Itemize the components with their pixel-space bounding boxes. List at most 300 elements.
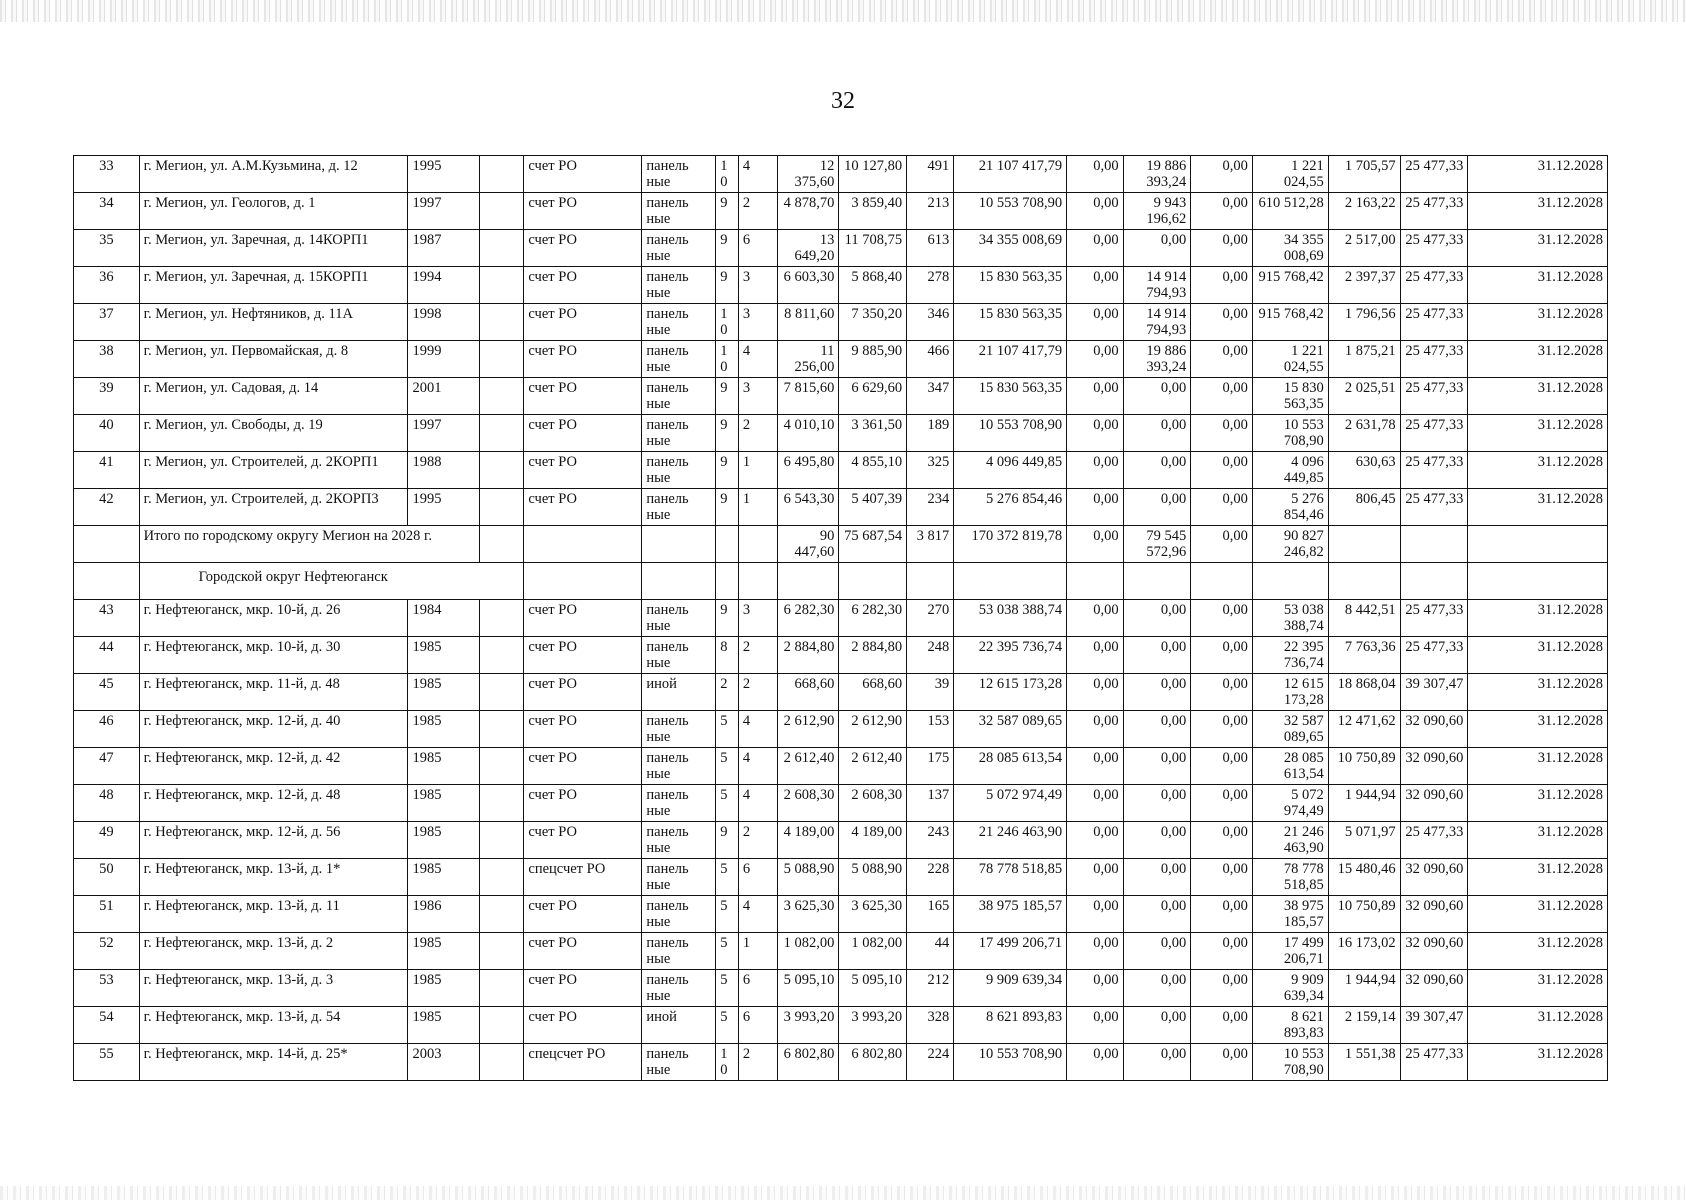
cell-cost-limit: 25 477,33 — [1400, 304, 1468, 341]
cell-address: г. Мегион, ул. Геологов, д. 1 — [139, 193, 408, 230]
cell-total-cost: 32 587 089,65 — [954, 711, 1067, 748]
cell-completion-date: 31.12.2028 — [1468, 933, 1608, 970]
cell-entrances: 4 — [738, 748, 777, 785]
cell-build-year: 1986 — [408, 896, 480, 933]
cell-account-type: счет РО — [524, 970, 642, 1007]
cell-build-year: 1999 — [408, 341, 480, 378]
cell-cost-per-m2: 1 796,56 — [1328, 304, 1400, 341]
cell-total-cost: 78 778 518,85 — [954, 859, 1067, 896]
cell-area-total: 4 189,00 — [777, 822, 839, 859]
section-empty-cell — [1067, 563, 1123, 600]
cell-empty — [480, 896, 524, 933]
cell-cost-fund-2: 53 038 388,74 — [1252, 600, 1328, 637]
cell-completion-date: 31.12.2028 — [1468, 378, 1608, 415]
cell-area-total: 2 608,30 — [777, 785, 839, 822]
cell-area-residential: 3 993,20 — [839, 1007, 907, 1044]
cell-cost-limit: 25 477,33 — [1400, 452, 1468, 489]
total-empty-cell — [738, 526, 777, 563]
cell-address: г. Нефтеюганск, мкр. 12-й, д. 56 — [139, 822, 408, 859]
cell-cost-fund-2: 78 778 518,85 — [1252, 859, 1328, 896]
cell-cost-fund: 0,00 — [1067, 1007, 1123, 1044]
cell-residents: 228 — [907, 859, 954, 896]
cell-completion-date: 31.12.2028 — [1468, 489, 1608, 526]
cell-cost-other: 0,00 — [1191, 230, 1253, 267]
cell-build-year: 1995 — [408, 489, 480, 526]
cell-total-cost: 9 909 639,34 — [954, 970, 1067, 1007]
table-row — [74, 156, 1608, 193]
cell-cost-per-m2: 630,63 — [1328, 452, 1400, 489]
cell-cost-fund-2: 28 085 613,54 — [1252, 748, 1328, 785]
total-empty-cell — [1328, 526, 1400, 563]
cell-build-year: 1985 — [408, 970, 480, 1007]
cell-completion-date: 31.12.2028 — [1468, 304, 1608, 341]
cell-row-number: 44 — [74, 637, 140, 674]
cell-cost-fund: 0,00 — [1067, 415, 1123, 452]
cell-cost-other: 0,00 — [1191, 600, 1253, 637]
cell-wall-material: панель ные — [642, 637, 716, 674]
cell-row-number: 37 — [74, 304, 140, 341]
cell-cost-limit: 32 090,60 — [1400, 785, 1468, 822]
cell-area-total: 6 495,80 — [777, 452, 839, 489]
cell-cost-owners: 0,00 — [1123, 970, 1191, 1007]
cell-cost-per-m2: 1 551,38 — [1328, 1044, 1400, 1081]
cell-wall-material: панель ные — [642, 859, 716, 896]
cell-area-residential: 5 095,10 — [839, 970, 907, 1007]
table-row — [74, 711, 1608, 748]
section-empty-cell — [716, 563, 739, 600]
cell-row-number: 55 — [74, 1044, 140, 1081]
total-area-res: 75 687,54 — [839, 526, 907, 563]
table-body-total — [74, 526, 1608, 600]
cell-cost-per-m2: 1 944,94 — [1328, 785, 1400, 822]
cell-cost-fund-2: 8 621 893,83 — [1252, 1007, 1328, 1044]
cell-empty — [480, 156, 524, 193]
cell-total-cost: 15 830 563,35 — [954, 304, 1067, 341]
cell-floors: 1 0 — [716, 304, 739, 341]
section-empty-cell — [907, 563, 954, 600]
cell-cost-fund: 0,00 — [1067, 711, 1123, 748]
cell-cost-limit: 25 477,33 — [1400, 415, 1468, 452]
cell-address: г. Мегион, ул. Заречная, д. 15КОРП1 — [139, 267, 408, 304]
cell-wall-material: панель ные — [642, 711, 716, 748]
section-empty-cell — [777, 563, 839, 600]
cell-account-type: счет РО — [524, 1007, 642, 1044]
cell-entrances: 2 — [738, 415, 777, 452]
page-number: 32 — [831, 88, 855, 114]
cell-empty — [480, 637, 524, 674]
cell-row-number: 39 — [74, 378, 140, 415]
cell-cost-fund-2: 1 221 024,55 — [1252, 156, 1328, 193]
cell-build-year: 1997 — [408, 415, 480, 452]
cell-cost-owners: 0,00 — [1123, 674, 1191, 711]
table-row — [74, 859, 1608, 896]
cell-cost-other: 0,00 — [1191, 748, 1253, 785]
cell-cost-per-m2: 2 159,14 — [1328, 1007, 1400, 1044]
cell-cost-fund: 0,00 — [1067, 748, 1123, 785]
cell-area-total: 5 095,10 — [777, 970, 839, 1007]
cell-entrances: 3 — [738, 304, 777, 341]
cell-empty — [480, 267, 524, 304]
cell-total-cost: 5 072 974,49 — [954, 785, 1067, 822]
cell-entrances: 4 — [738, 711, 777, 748]
cell-residents: 153 — [907, 711, 954, 748]
cell-total-cost: 22 395 736,74 — [954, 637, 1067, 674]
cell-residents: 347 — [907, 378, 954, 415]
cell-total-cost: 10 553 708,90 — [954, 193, 1067, 230]
cell-cost-per-m2: 1 944,94 — [1328, 970, 1400, 1007]
cell-row-number: 40 — [74, 415, 140, 452]
cell-wall-material: панель ные — [642, 896, 716, 933]
cell-cost-limit: 25 477,33 — [1400, 267, 1468, 304]
cell-account-type: счет РО — [524, 933, 642, 970]
cell-cost-owners: 0,00 — [1123, 415, 1191, 452]
cell-cost-fund: 0,00 — [1067, 1044, 1123, 1081]
section-title-cell — [139, 563, 524, 600]
cell-address: г. Мегион, ул. Садовая, д. 14 — [139, 378, 408, 415]
cell-wall-material: панель ные — [642, 156, 716, 193]
cell-completion-date: 31.12.2028 — [1468, 452, 1608, 489]
cell-cost-fund-2: 915 768,42 — [1252, 304, 1328, 341]
cell-completion-date: 31.12.2028 — [1468, 674, 1608, 711]
cell-cost-per-m2: 2 397,37 — [1328, 267, 1400, 304]
total-c-owners: 79 545 572,96 — [1123, 526, 1191, 563]
cell-area-residential: 5 868,40 — [839, 267, 907, 304]
cell-entrances: 4 — [738, 896, 777, 933]
cell-address: г. Нефтеюганск, мкр. 10-й, д. 30 — [139, 637, 408, 674]
cell-empty — [480, 489, 524, 526]
cell-wall-material: панель ные — [642, 304, 716, 341]
table-row — [74, 489, 1608, 526]
cell-area-total: 2 612,90 — [777, 711, 839, 748]
cell-floors: 5 — [716, 859, 739, 896]
cell-area-residential: 5 407,39 — [839, 489, 907, 526]
cell-floors: 9 — [716, 822, 739, 859]
cell-cost-per-m2: 2 517,00 — [1328, 230, 1400, 267]
cell-residents: 165 — [907, 896, 954, 933]
cell-cost-limit: 25 477,33 — [1400, 193, 1468, 230]
cell-wall-material: иной — [642, 674, 716, 711]
cell-cost-other: 0,00 — [1191, 637, 1253, 674]
cell-area-residential: 4 855,10 — [839, 452, 907, 489]
cell-cost-fund: 0,00 — [1067, 193, 1123, 230]
cell-floors: 5 — [716, 748, 739, 785]
cell-empty — [480, 859, 524, 896]
cell-cost-per-m2: 8 442,51 — [1328, 600, 1400, 637]
total-empty-cell — [480, 526, 524, 563]
total-empty-cell — [1468, 526, 1608, 563]
cell-account-type: счет РО — [524, 378, 642, 415]
cell-build-year: 1985 — [408, 859, 480, 896]
cell-empty — [480, 970, 524, 1007]
cell-completion-date: 31.12.2028 — [1468, 267, 1608, 304]
cell-wall-material: панель ные — [642, 600, 716, 637]
cell-area-residential: 4 189,00 — [839, 822, 907, 859]
cell-cost-per-m2: 12 471,62 — [1328, 711, 1400, 748]
cell-area-residential: 6 802,80 — [839, 1044, 907, 1081]
cell-area-residential: 3 361,50 — [839, 415, 907, 452]
cell-account-type: счет РО — [524, 230, 642, 267]
cell-floors: 9 — [716, 600, 739, 637]
cell-completion-date: 31.12.2028 — [1468, 822, 1608, 859]
cell-area-total: 8 811,60 — [777, 304, 839, 341]
cell-cost-limit: 32 090,60 — [1400, 711, 1468, 748]
cell-row-number: 46 — [74, 711, 140, 748]
cell-account-type: счет РО — [524, 785, 642, 822]
total-empty-cell — [1400, 526, 1468, 563]
cell-entrances: 2 — [738, 822, 777, 859]
cell-area-total: 6 603,30 — [777, 267, 839, 304]
cell-address: г. Мегион, ул. Строителей, д. 2КОРП1 — [139, 452, 408, 489]
cell-cost-per-m2: 18 868,04 — [1328, 674, 1400, 711]
cell-empty — [480, 415, 524, 452]
cell-cost-limit: 25 477,33 — [1400, 230, 1468, 267]
cell-cost-other: 0,00 — [1191, 1044, 1253, 1081]
cell-row-number: 33 — [74, 156, 140, 193]
cell-entrances: 1 — [738, 452, 777, 489]
cell-cost-owners: 0,00 — [1123, 748, 1191, 785]
cell-cost-limit: 25 477,33 — [1400, 1044, 1468, 1081]
cell-cost-fund-2: 1 221 024,55 — [1252, 341, 1328, 378]
cell-cost-fund-2: 10 553 708,90 — [1252, 1044, 1328, 1081]
cell-cost-fund: 0,00 — [1067, 896, 1123, 933]
cell-residents: 213 — [907, 193, 954, 230]
cell-address: г. Нефтеюганск, мкр. 12-й, д. 48 — [139, 785, 408, 822]
cell-wall-material: иной — [642, 1007, 716, 1044]
cell-build-year: 1995 — [408, 156, 480, 193]
cell-cost-per-m2: 15 480,46 — [1328, 859, 1400, 896]
cell-total-cost: 5 276 854,46 — [954, 489, 1067, 526]
cell-wall-material: панель ные — [642, 933, 716, 970]
total-empty-cell — [642, 526, 716, 563]
cell-total-cost: 21 107 417,79 — [954, 341, 1067, 378]
cell-cost-owners: 19 886 393,24 — [1123, 156, 1191, 193]
cell-total-cost: 12 615 173,28 — [954, 674, 1067, 711]
cell-completion-date: 31.12.2028 — [1468, 156, 1608, 193]
cell-entrances: 6 — [738, 970, 777, 1007]
cell-empty — [480, 1044, 524, 1081]
section-title: Городской округ Нефтеюганск — [198, 569, 388, 585]
cell-floors: 5 — [716, 711, 739, 748]
cell-entrances: 6 — [738, 1007, 777, 1044]
table-row — [74, 822, 1608, 859]
cell-empty — [480, 230, 524, 267]
cell-total-cost: 21 246 463,90 — [954, 822, 1067, 859]
cell-cost-other: 0,00 — [1191, 933, 1253, 970]
total-empty-cell — [716, 526, 739, 563]
cell-account-type: спецсчет РО — [524, 1044, 642, 1081]
cell-cost-fund-2: 12 615 173,28 — [1252, 674, 1328, 711]
cell-completion-date: 31.12.2028 — [1468, 711, 1608, 748]
total-cost: 170 372 819,78 — [954, 526, 1067, 563]
cell-address: г. Нефтеюганск, мкр. 13-й, д. 1* — [139, 859, 408, 896]
cell-wall-material: панель ные — [642, 415, 716, 452]
cell-empty — [480, 1007, 524, 1044]
cell-account-type: спецсчет РО — [524, 859, 642, 896]
cell-account-type: счет РО — [524, 600, 642, 637]
cell-account-type: счет РО — [524, 156, 642, 193]
cell-area-total: 12 375,60 — [777, 156, 839, 193]
cell-wall-material: панель ные — [642, 970, 716, 1007]
cell-row-number: 50 — [74, 859, 140, 896]
cell-cost-limit: 25 477,33 — [1400, 156, 1468, 193]
cell-residents: 137 — [907, 785, 954, 822]
cell-total-cost: 15 830 563,35 — [954, 378, 1067, 415]
cell-area-total: 6 543,30 — [777, 489, 839, 526]
cell-entrances: 6 — [738, 859, 777, 896]
table-row — [74, 304, 1608, 341]
cell-address: г. Нефтеюганск, мкр. 13-й, д. 3 — [139, 970, 408, 1007]
cell-account-type: счет РО — [524, 711, 642, 748]
cell-cost-fund: 0,00 — [1067, 489, 1123, 526]
cell-address: г. Нефтеюганск, мкр. 11-й, д. 48 — [139, 674, 408, 711]
cell-build-year: 2001 — [408, 378, 480, 415]
cell-floors: 1 0 — [716, 341, 739, 378]
cell-completion-date: 31.12.2028 — [1468, 785, 1608, 822]
cell-row-number: 43 — [74, 600, 140, 637]
cell-build-year: 1985 — [408, 711, 480, 748]
cell-cost-fund-2: 10 553 708,90 — [1252, 415, 1328, 452]
cell-cost-fund: 0,00 — [1067, 637, 1123, 674]
cell-floors: 9 — [716, 193, 739, 230]
cell-build-year: 1984 — [408, 600, 480, 637]
cell-build-year: 1998 — [408, 304, 480, 341]
cell-cost-owners: 0,00 — [1123, 230, 1191, 267]
cell-cost-limit: 25 477,33 — [1400, 341, 1468, 378]
cell-address: г. Мегион, ул. А.М.Кузьмина, д. 12 — [139, 156, 408, 193]
total-row-megion — [74, 526, 1608, 563]
cell-row-number: 45 — [74, 674, 140, 711]
section-empty-cell — [738, 563, 777, 600]
cell-cost-fund-2: 22 395 736,74 — [1252, 637, 1328, 674]
cell-cost-limit: 25 477,33 — [1400, 600, 1468, 637]
section-empty-cell — [1252, 563, 1328, 600]
cell-entrances: 3 — [738, 378, 777, 415]
section-empty-cell — [1468, 563, 1608, 600]
cell-floors: 5 — [716, 896, 739, 933]
cell-floors: 8 — [716, 637, 739, 674]
cell-area-total: 2 612,40 — [777, 748, 839, 785]
cell-residents: 613 — [907, 230, 954, 267]
cell-account-type: счет РО — [524, 193, 642, 230]
cell-floors: 1 0 — [716, 1044, 739, 1081]
total-residents: 3 817 — [907, 526, 954, 563]
section-empty-cell — [642, 563, 716, 600]
cell-completion-date: 31.12.2028 — [1468, 230, 1608, 267]
cell-cost-fund: 0,00 — [1067, 859, 1123, 896]
cell-cost-other: 0,00 — [1191, 1007, 1253, 1044]
cell-cost-per-m2: 2 163,22 — [1328, 193, 1400, 230]
cell-cost-fund-2: 5 276 854,46 — [1252, 489, 1328, 526]
cell-address: г. Мегион, ул. Свободы, д. 19 — [139, 415, 408, 452]
cell-completion-date: 31.12.2028 — [1468, 748, 1608, 785]
cell-wall-material: панель ные — [642, 785, 716, 822]
cell-total-cost: 8 621 893,83 — [954, 1007, 1067, 1044]
cell-cost-per-m2: 2 025,51 — [1328, 378, 1400, 415]
cell-address: г. Нефтеюганск, мкр. 13-й, д. 2 — [139, 933, 408, 970]
table-row — [74, 378, 1608, 415]
cell-area-residential: 11 708,75 — [839, 230, 907, 267]
cell-build-year: 1988 — [408, 452, 480, 489]
cell-residents: 175 — [907, 748, 954, 785]
cell-residents: 234 — [907, 489, 954, 526]
cell-cost-fund: 0,00 — [1067, 600, 1123, 637]
total-c-other: 0,00 — [1191, 526, 1253, 563]
cell-cost-fund-2: 34 355 008,69 — [1252, 230, 1328, 267]
cell-cost-limit: 32 090,60 — [1400, 748, 1468, 785]
cell-cost-per-m2: 806,45 — [1328, 489, 1400, 526]
cell-total-cost: 10 553 708,90 — [954, 415, 1067, 452]
cell-row-number: 47 — [74, 748, 140, 785]
cell-cost-fund-2: 38 975 185,57 — [1252, 896, 1328, 933]
cell-total-cost: 38 975 185,57 — [954, 896, 1067, 933]
cell-cost-fund: 0,00 — [1067, 156, 1123, 193]
cell-row-number: 49 — [74, 822, 140, 859]
cell-cost-fund: 0,00 — [1067, 970, 1123, 1007]
cell-area-residential: 6 282,30 — [839, 600, 907, 637]
cell-cost-fund-2: 21 246 463,90 — [1252, 822, 1328, 859]
cell-floors: 9 — [716, 267, 739, 304]
cell-area-residential: 2 608,30 — [839, 785, 907, 822]
cell-row-number: 42 — [74, 489, 140, 526]
cell-account-type: счет РО — [524, 452, 642, 489]
cell-empty — [480, 600, 524, 637]
total-label: Итого по городскому округу Мегион на 2028 г. — [139, 526, 480, 563]
cell-residents: 346 — [907, 304, 954, 341]
cell-entrances: 2 — [738, 637, 777, 674]
cell-cost-fund: 0,00 — [1067, 378, 1123, 415]
cell-area-total: 11 256,00 — [777, 341, 839, 378]
cell-area-total: 5 088,90 — [777, 859, 839, 896]
table-row — [74, 267, 1608, 304]
cell-account-type: счет РО — [524, 415, 642, 452]
cell-cost-fund: 0,00 — [1067, 933, 1123, 970]
scan-edge-bottom — [0, 1186, 1686, 1200]
cell-cost-limit: 39 307,47 — [1400, 674, 1468, 711]
section-empty-cell — [74, 563, 140, 600]
cell-build-year: 1985 — [408, 822, 480, 859]
cell-total-cost: 15 830 563,35 — [954, 267, 1067, 304]
cell-residents: 243 — [907, 822, 954, 859]
cell-build-year: 1997 — [408, 193, 480, 230]
cell-area-total: 668,60 — [777, 674, 839, 711]
cell-cost-fund: 0,00 — [1067, 822, 1123, 859]
cell-area-total: 13 649,20 — [777, 230, 839, 267]
cell-cost-limit: 25 477,33 — [1400, 637, 1468, 674]
cell-completion-date: 31.12.2028 — [1468, 970, 1608, 1007]
table-row — [74, 193, 1608, 230]
cell-cost-fund: 0,00 — [1067, 267, 1123, 304]
cell-row-number: 36 — [74, 267, 140, 304]
section-empty-cell — [1328, 563, 1400, 600]
cell-cost-owners: 14 914 794,93 — [1123, 267, 1191, 304]
cell-cost-other: 0,00 — [1191, 267, 1253, 304]
cell-cost-limit: 32 090,60 — [1400, 896, 1468, 933]
cell-cost-fund-2: 17 499 206,71 — [1252, 933, 1328, 970]
cell-cost-owners: 0,00 — [1123, 489, 1191, 526]
cell-floors: 9 — [716, 489, 739, 526]
cell-build-year: 1987 — [408, 230, 480, 267]
cell-total-cost: 10 553 708,90 — [954, 1044, 1067, 1081]
cell-cost-limit: 25 477,33 — [1400, 489, 1468, 526]
cell-cost-fund: 0,00 — [1067, 304, 1123, 341]
cell-completion-date: 31.12.2028 — [1468, 896, 1608, 933]
cell-account-type: счет РО — [524, 304, 642, 341]
cell-cost-other: 0,00 — [1191, 785, 1253, 822]
cell-cost-other: 0,00 — [1191, 156, 1253, 193]
cell-wall-material: панель ные — [642, 378, 716, 415]
cell-area-residential: 7 350,20 — [839, 304, 907, 341]
total-area-total: 90 447,60 — [777, 526, 839, 563]
